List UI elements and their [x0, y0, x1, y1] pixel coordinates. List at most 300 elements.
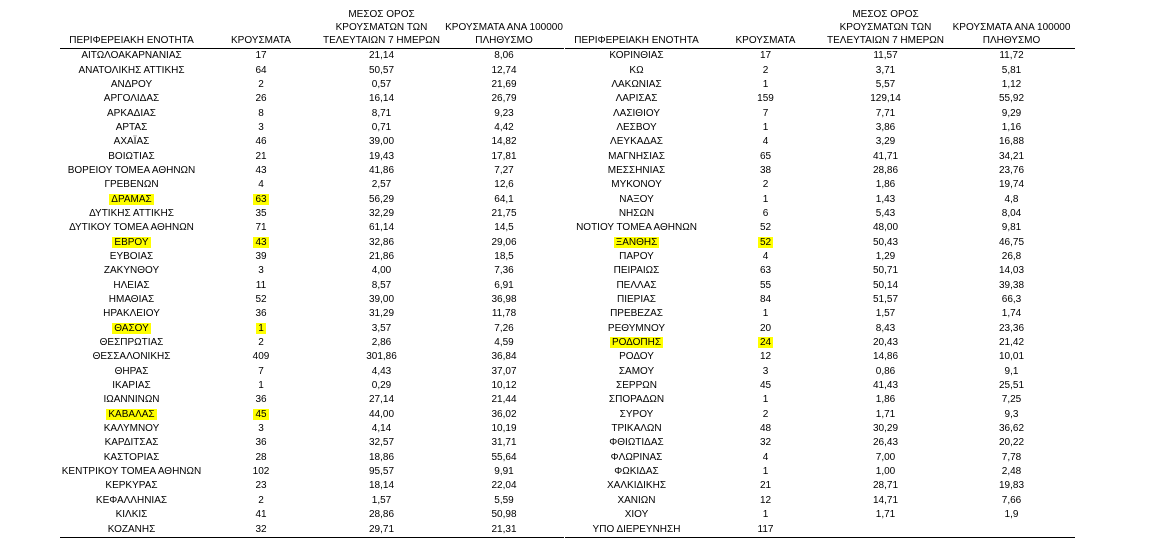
- cell-region: [565, 336, 708, 350]
- cell-region: [565, 264, 708, 278]
- cell-cases-text: 1: [762, 509, 769, 521]
- cell-per100k: [948, 106, 1075, 120]
- cell-avg7-text: 39,00: [368, 294, 395, 306]
- cell-region: [565, 49, 708, 64]
- cell-avg7-text: 50,14: [872, 279, 899, 291]
- cell-per100k-text: 6,91: [494, 279, 514, 291]
- cell-avg7: [823, 235, 948, 249]
- cell-cases-text: 12: [759, 351, 772, 363]
- cell-cases: [203, 235, 319, 249]
- cell-avg7: [319, 106, 444, 120]
- cell-per100k-text: 25,51: [998, 380, 1025, 392]
- cell-region-text: ΙΚΑΡΙΑΣ: [112, 380, 151, 392]
- table-row: [60, 164, 564, 178]
- cell-region: [60, 393, 203, 407]
- cell-region-text: ΚΟΖΑΝΗΣ: [107, 523, 156, 535]
- cell-avg7: [319, 92, 444, 106]
- cell-region-text: ΘΕΣΣΑΛΟΝΙΚΗΣ: [92, 351, 171, 363]
- cell-per100k: [948, 436, 1075, 450]
- cell-avg7: [319, 235, 444, 249]
- cell-per100k-text: 9,91: [494, 466, 514, 478]
- cell-cases-text: 26: [255, 93, 267, 105]
- cell-avg7-text: 50,57: [368, 64, 395, 76]
- cell-cases: [203, 322, 319, 336]
- cell-avg7: [823, 322, 948, 336]
- cell-per100k-text: 34,21: [998, 150, 1025, 162]
- cell-cases-text: 45: [255, 408, 267, 420]
- table-row: [60, 149, 564, 163]
- cell-cases: [708, 92, 823, 106]
- cell-region: [565, 63, 708, 77]
- cell-region-text: ΜΥΚΟΝΟΥ: [611, 179, 662, 191]
- cell-per100k: [948, 49, 1075, 64]
- cell-region: [60, 178, 203, 192]
- cell-cases-text: 12: [759, 494, 772, 506]
- cell-region-text: ΚΟΡΙΝΘΙΑΣ: [609, 50, 664, 62]
- cell-avg7-text: 32,86: [368, 236, 395, 248]
- table-row: [565, 436, 1075, 450]
- cell-cases-text: 17: [255, 50, 267, 62]
- cell-region: [60, 92, 203, 106]
- cell-cases-text: 4: [762, 250, 769, 262]
- cell-region: [565, 408, 708, 422]
- cell-avg7-text: 28,71: [872, 480, 899, 492]
- cell-region: [60, 49, 203, 64]
- table-row: [565, 522, 1075, 537]
- table-row: [565, 365, 1075, 379]
- cell-per100k-text: 36,98: [491, 294, 517, 306]
- cell-region: [60, 422, 203, 436]
- cell-per100k-text: 7,26: [494, 322, 514, 334]
- cell-region-text: ΑΙΤΩΛΟΑΚΑΡΝΑΝΙΑΣ: [81, 50, 182, 62]
- cell-region-text: ΧΙΟΥ: [624, 509, 649, 521]
- cell-per100k: [948, 494, 1075, 508]
- cell-region: [60, 293, 203, 307]
- cell-region-text: ΒΟΡΕΙΟΥ ΤΟΜΕΑ ΑΘΗΝΩΝ: [67, 164, 196, 176]
- cell-region-text: ΘΕΣΠΡΩΤΙΑΣ: [99, 337, 164, 349]
- cell-per100k: [948, 279, 1075, 293]
- cell-avg7: [823, 178, 948, 192]
- cell-cases: [203, 451, 319, 465]
- cell-cases: [708, 149, 823, 163]
- cell-per100k-text: 66,3: [1001, 294, 1022, 306]
- cell-per100k-text: 7,66: [1001, 494, 1022, 506]
- cell-cases-text: 21: [759, 480, 772, 492]
- cell-per100k-text: 9,3: [1004, 408, 1019, 420]
- cell-per100k-text: 8,04: [1001, 207, 1022, 219]
- cell-cases: [708, 207, 823, 221]
- cell-avg7: [823, 522, 948, 537]
- cell-per100k: [948, 293, 1075, 307]
- cell-region-text: ΕΥΒΟΙΑΣ: [109, 250, 154, 262]
- cell-cases-text: 3: [258, 423, 264, 435]
- cell-region-text: ΡΟΔΟΥ: [619, 351, 654, 363]
- cell-avg7-text: 26,43: [872, 437, 899, 449]
- cell-region: [565, 149, 708, 163]
- cell-cases: [708, 336, 823, 350]
- cell-region-text: ΣΠΟΡΑΔΩΝ: [608, 394, 665, 406]
- cell-region: [60, 508, 203, 522]
- cell-per100k-text: 5,81: [1001, 64, 1022, 76]
- cell-cases: [708, 408, 823, 422]
- cell-avg7: [823, 451, 948, 465]
- cell-per100k-text: 10,19: [491, 423, 517, 435]
- cell-avg7: [823, 479, 948, 493]
- cell-avg7: [823, 78, 948, 92]
- cell-region: [565, 436, 708, 450]
- cell-cases-text: 3: [258, 265, 264, 277]
- cell-cases: [203, 221, 319, 235]
- cell-per100k-text: 14,5: [494, 222, 514, 234]
- cell-per100k: [444, 508, 564, 522]
- cell-per100k-text: 21,75: [491, 207, 517, 219]
- table-row: [565, 465, 1075, 479]
- cell-per100k-text: 11,72: [999, 50, 1024, 62]
- cell-per100k: [444, 49, 564, 64]
- cell-avg7-text: 19,43: [368, 150, 395, 162]
- cell-cases-text: 7: [258, 365, 264, 377]
- cell-cases-text: 43: [255, 164, 267, 176]
- table-row: [565, 422, 1075, 436]
- table-row: [565, 78, 1075, 92]
- cell-avg7-text: 0,86: [875, 365, 896, 377]
- cell-region-text: ΣΑΜΟΥ: [618, 365, 655, 377]
- table-row: [565, 121, 1075, 135]
- cell-region-text: ΚΑΡΔΙΤΣΑΣ: [104, 437, 159, 449]
- cell-avg7: [823, 264, 948, 278]
- cell-cases-text: 6: [762, 207, 769, 219]
- cell-per100k-text: 21,69: [491, 78, 517, 90]
- cell-cases-text: 159: [757, 93, 774, 105]
- cell-avg7-text: 5,57: [875, 78, 896, 90]
- cell-cases: [203, 379, 319, 393]
- table-row: [565, 393, 1075, 407]
- cell-per100k-text: 4,8: [1004, 193, 1019, 205]
- cell-per100k: [948, 221, 1075, 235]
- cell-region: [60, 121, 203, 135]
- table-row: [60, 422, 564, 436]
- cell-per100k: [444, 264, 564, 278]
- cell-per100k-text: 7,78: [1001, 451, 1022, 463]
- cell-avg7: [319, 279, 444, 293]
- cell-avg7-text: 20,43: [872, 337, 899, 349]
- cell-cases: [203, 92, 319, 106]
- cell-cases: [708, 322, 823, 336]
- cell-region: [565, 78, 708, 92]
- cell-per100k: [948, 207, 1075, 221]
- cell-per100k: [444, 451, 564, 465]
- cell-region: [565, 279, 708, 293]
- cell-avg7-text: 18,14: [368, 480, 395, 492]
- cell-avg7-text: 1,71: [875, 408, 896, 420]
- cell-cases-text: 3: [258, 121, 264, 133]
- cell-per100k: [948, 178, 1075, 192]
- cell-cases: [203, 479, 319, 493]
- cell-avg7-text: 3,71: [875, 64, 896, 76]
- cell-cases: [203, 365, 319, 379]
- cell-cases: [203, 307, 319, 321]
- table-row: [60, 192, 564, 206]
- cell-cases-text: 1: [762, 308, 769, 320]
- cell-avg7: [823, 293, 948, 307]
- table-row: [60, 279, 564, 293]
- cell-cases: [203, 149, 319, 163]
- cell-region-text: ΤΡΙΚΑΛΩΝ: [611, 423, 662, 435]
- cell-per100k: [948, 78, 1075, 92]
- cell-cases: [708, 508, 823, 522]
- cell-avg7: [823, 336, 948, 350]
- cell-avg7: [823, 422, 948, 436]
- cell-avg7: [319, 336, 444, 350]
- cell-per100k-text: 10,12: [491, 380, 517, 392]
- cell-per100k: [444, 494, 564, 508]
- cell-avg7-text: 1,57: [875, 308, 896, 320]
- cell-region-text: ΚΙΛΚΙΣ: [115, 509, 148, 521]
- cell-region-text: ΚΕΡΚΥΡΑΣ: [105, 480, 158, 492]
- table-row: [60, 235, 564, 249]
- cell-per100k: [444, 408, 564, 422]
- cell-cases-text: 2: [258, 494, 264, 506]
- cell-per100k: [444, 92, 564, 106]
- cell-avg7: [823, 393, 948, 407]
- cell-per100k: [444, 221, 564, 235]
- cell-cases-text: 35: [255, 207, 267, 219]
- cell-per100k: [948, 121, 1075, 135]
- table-row: [565, 106, 1075, 120]
- cell-region-text: ΛΑΣΙΘΙΟΥ: [613, 107, 660, 119]
- cell-avg7: [823, 221, 948, 235]
- cell-cases: [708, 465, 823, 479]
- cell-region: [565, 207, 708, 221]
- cell-avg7: [823, 365, 948, 379]
- cell-region-text: ΔΥΤΙΚΟΥ ΤΟΜΕΑ ΑΘΗΝΩΝ: [69, 222, 194, 234]
- cell-cases: [708, 379, 823, 393]
- cell-per100k: [948, 522, 1075, 537]
- cell-avg7: [823, 192, 948, 206]
- cell-avg7: [319, 522, 444, 537]
- cell-per100k-text: 19,83: [998, 480, 1025, 492]
- cell-avg7: [319, 264, 444, 278]
- table-row: [60, 178, 564, 192]
- cell-avg7: [319, 63, 444, 77]
- cell-cases-text: 2: [762, 179, 769, 191]
- table-row: [565, 451, 1075, 465]
- cell-cases-text: 1: [762, 466, 769, 478]
- cell-avg7-text: 41,71: [872, 150, 899, 162]
- cell-region: [565, 479, 708, 493]
- cell-cases: [708, 522, 823, 537]
- cell-avg7-text: 21,86: [368, 250, 395, 262]
- cell-region-text: ΦΩΚΙΔΑΣ: [614, 466, 659, 478]
- cell-per100k: [948, 92, 1075, 106]
- cell-avg7-text: 61,14: [368, 222, 395, 234]
- cell-region-text: ΑΡΤΑΣ: [115, 121, 148, 133]
- cell-per100k: [948, 350, 1075, 364]
- cell-region-text: ΛΑΚΩΝΙΑΣ: [611, 78, 662, 90]
- cell-avg7: [319, 221, 444, 235]
- header-avg7: ΜΕΣΟΣ ΟΡΟΣ ΚΡΟΥΣΜΑΤΩΝ ΤΩΝ ΤΕΛΕΥΤΑΙΩΝ 7 ΗΜΕΡΩΝ: [319, 3, 444, 49]
- cell-region-text: ΔΡΑΜΑΣ: [111, 193, 152, 205]
- cell-cases-text: 2: [762, 408, 769, 420]
- cell-avg7-text: 41,86: [368, 164, 395, 176]
- left-table-body: [60, 49, 564, 538]
- cell-region: [565, 307, 708, 321]
- cell-per100k: [444, 121, 564, 135]
- cell-cases: [203, 293, 319, 307]
- cell-region: [60, 264, 203, 278]
- table-row: [565, 293, 1075, 307]
- table-row: [565, 307, 1075, 321]
- cell-avg7-text: 30,29: [872, 423, 899, 435]
- table-row: [60, 365, 564, 379]
- cell-region-text: ΚΑΒΑΛΑΣ: [108, 408, 155, 420]
- cell-cases-text: 55: [759, 279, 772, 291]
- cell-per100k-text: 21,44: [491, 394, 517, 406]
- cell-cases: [708, 451, 823, 465]
- cell-avg7-text: 301,86: [366, 351, 397, 363]
- cell-avg7-text: 44,00: [368, 408, 395, 420]
- cell-avg7-text: 129,14: [870, 93, 901, 105]
- cell-avg7: [823, 135, 948, 149]
- cell-per100k: [948, 422, 1075, 436]
- cell-region: [60, 379, 203, 393]
- cell-cases: [708, 365, 823, 379]
- cell-cases: [708, 350, 823, 364]
- cell-region-text: ΒΟΙΩΤΙΑΣ: [108, 150, 155, 162]
- cell-cases: [708, 393, 823, 407]
- cell-avg7: [823, 63, 948, 77]
- cell-cases-text: 2: [762, 64, 769, 76]
- cell-region: [565, 422, 708, 436]
- cell-per100k: [444, 322, 564, 336]
- cell-cases-text: 52: [759, 236, 772, 248]
- table-row: [60, 336, 564, 350]
- cell-per100k-text: 8,06: [494, 50, 514, 62]
- cell-avg7-text: 1,86: [875, 179, 896, 191]
- table-row: [60, 350, 564, 364]
- cell-avg7-text: 95,57: [368, 466, 395, 478]
- cell-region: [565, 465, 708, 479]
- header-avg7: ΜΕΣΟΣ ΟΡΟΣ ΚΡΟΥΣΜΑΤΩΝ ΤΩΝ ΤΕΛΕΥΤΑΙΩΝ 7 ΗΜΕΡΩΝ: [823, 3, 948, 49]
- cell-avg7-text: 1,29: [875, 250, 896, 262]
- cell-cases: [203, 494, 319, 508]
- cell-cases-text: 36: [255, 308, 267, 320]
- cell-cases: [203, 522, 319, 537]
- cell-avg7: [319, 121, 444, 135]
- cell-cases: [203, 121, 319, 135]
- cell-cases: [203, 436, 319, 450]
- cell-avg7: [319, 365, 444, 379]
- header-cases: ΚΡΟΥΣΜΑΤΑ: [203, 3, 319, 49]
- cell-region: [60, 279, 203, 293]
- header-cases: ΚΡΟΥΣΜΑΤΑ: [708, 3, 823, 49]
- cell-avg7-text: 28,86: [872, 164, 899, 176]
- cell-cases-text: 1: [762, 193, 769, 205]
- cell-avg7: [823, 121, 948, 135]
- cell-region: [60, 408, 203, 422]
- cell-avg7-text: 4,00: [371, 265, 392, 277]
- cell-per100k-text: 26,8: [1001, 250, 1022, 262]
- cell-avg7: [319, 465, 444, 479]
- cell-per100k: [948, 164, 1075, 178]
- cell-region: [60, 436, 203, 450]
- cell-per100k: [948, 379, 1075, 393]
- cell-per100k: [948, 250, 1075, 264]
- cell-per100k: [948, 508, 1075, 522]
- cell-region-text: ΜΕΣΣΗΝΙΑΣ: [607, 164, 666, 176]
- cell-region: [60, 63, 203, 77]
- header-region: ΠΕΡΙΦΕΡΕΙΑΚΗ ΕΝΟΤΗΤΑ: [565, 3, 708, 49]
- cell-per100k-text: 10,01: [998, 351, 1025, 363]
- cell-per100k: [444, 149, 564, 163]
- cell-avg7: [319, 178, 444, 192]
- cell-cases-text: 1: [762, 394, 769, 406]
- table-row: [60, 508, 564, 522]
- cell-cases-text: 4: [258, 179, 264, 191]
- cell-cases-text: 41: [255, 509, 267, 521]
- cell-avg7-text: 1,71: [875, 509, 896, 521]
- cell-cases-text: 36: [255, 437, 267, 449]
- cell-per100k-text: 36,02: [491, 408, 517, 420]
- cell-per100k: [444, 293, 564, 307]
- cell-region: [60, 365, 203, 379]
- right-table-body: [565, 49, 1075, 538]
- cell-avg7-text: 48,00: [872, 222, 899, 234]
- cell-avg7-text: 28,86: [368, 509, 395, 521]
- cell-cases: [203, 465, 319, 479]
- cell-region: [565, 92, 708, 106]
- table-row: [60, 393, 564, 407]
- table-row: [60, 479, 564, 493]
- cell-per100k-text: 7,25: [1001, 394, 1022, 406]
- cell-region: [565, 350, 708, 364]
- cell-avg7: [823, 164, 948, 178]
- cell-cases-text: 1: [258, 322, 264, 334]
- cell-per100k-text: 14,03: [998, 265, 1025, 277]
- cell-region: [565, 192, 708, 206]
- table-row: [565, 322, 1075, 336]
- cell-avg7-text: 2,57: [371, 179, 392, 191]
- cell-per100k: [444, 164, 564, 178]
- table-row: [60, 63, 564, 77]
- cell-per100k: [444, 192, 564, 206]
- cell-cases: [708, 293, 823, 307]
- cell-cases-text: 32: [759, 437, 772, 449]
- cell-per100k: [948, 465, 1075, 479]
- cell-region: [565, 221, 708, 235]
- cell-per100k: [444, 307, 564, 321]
- table-row: [60, 49, 564, 64]
- cell-per100k-text: 1,74: [1001, 308, 1022, 320]
- cell-avg7: [319, 250, 444, 264]
- cell-per100k: [444, 522, 564, 537]
- cell-cases: [708, 479, 823, 493]
- cell-per100k: [444, 178, 564, 192]
- cell-region: [565, 365, 708, 379]
- cell-cases: [708, 121, 823, 135]
- cell-per100k-text: 46,75: [998, 236, 1025, 248]
- cell-region-text: ΚΩ: [629, 64, 644, 76]
- table-row: [60, 451, 564, 465]
- cell-region: [565, 322, 708, 336]
- cell-cases: [708, 178, 823, 192]
- cell-region: [565, 135, 708, 149]
- cell-per100k-text: 36,62: [998, 423, 1025, 435]
- cell-region: [60, 164, 203, 178]
- cell-avg7: [319, 293, 444, 307]
- cell-per100k-text: 5,59: [494, 494, 514, 506]
- cell-per100k: [948, 307, 1075, 321]
